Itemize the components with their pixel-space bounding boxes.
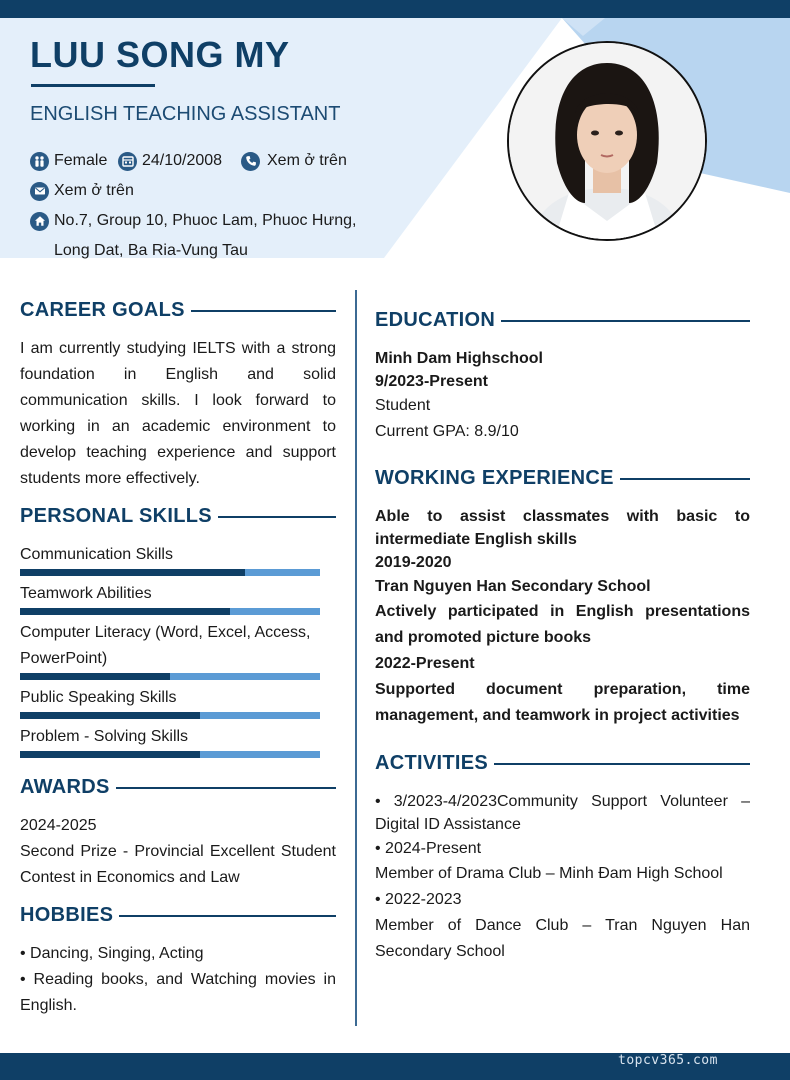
awards-period: 2024-2025	[20, 817, 97, 834]
skill-level-fill	[20, 751, 200, 758]
experience-period-2: 2022-Present	[375, 655, 475, 672]
education-role: Student	[375, 397, 431, 414]
activity-period-3: • 2022-2023	[375, 891, 462, 908]
email-icon	[30, 182, 49, 201]
activity-text-3: Member of Dance Club – Tran Nguyen Han Secondary School	[375, 917, 750, 960]
awards-text: Second Prize - Provincial Excellent Student Contest in Economics and Law	[20, 843, 336, 886]
address-contact	[30, 210, 356, 232]
gender-icon	[30, 152, 49, 171]
skill-level-fill	[20, 569, 245, 576]
birthdate-contact	[118, 150, 222, 172]
awards-heading: AWARDS	[20, 776, 336, 799]
career-goals-heading: CAREER GOALS	[20, 299, 336, 322]
skill-label: Teamwork Abilities	[20, 585, 152, 602]
education-heading: EDUCATION	[375, 309, 750, 332]
experience-place-1: Tran Nguyen Han Secondary School	[375, 578, 651, 595]
personal-skills-heading: PERSONAL SKILLS	[20, 505, 336, 528]
calendar-icon	[118, 152, 137, 171]
skill-level-fill	[20, 712, 200, 719]
skill-level-bar	[20, 608, 320, 615]
experience-item-3: Supported document preparation, time management, and teamwork in project activities	[375, 681, 750, 724]
gender-value: Female	[54, 152, 108, 169]
profile-photo	[507, 41, 707, 241]
skill-level-bar	[20, 569, 320, 576]
experience-period-1: 2019-2020	[375, 554, 452, 571]
top-bar	[0, 0, 790, 18]
address-line2: Long Dat, Ba Ria-Vung Tau	[54, 242, 248, 259]
hobby-item: • Dancing, Singing, Acting	[20, 945, 204, 962]
email-contact	[30, 180, 134, 202]
skill-level-bar	[20, 673, 320, 680]
working-experience-heading: WORKING EXPERIENCE	[375, 467, 750, 490]
phone-value: Xem ở trên	[267, 152, 347, 169]
career-goals-text: I am currently studying IELTS with a strong foundation in English and solid communication skills. I look forward to working in an academic environment to develop teaching experience and support students more effectively.	[20, 340, 336, 487]
column-divider	[355, 290, 357, 1026]
education-period: 9/2023-Present	[375, 373, 488, 390]
skill-level-bar	[20, 751, 320, 758]
skill-level-bar	[20, 712, 320, 719]
experience-item-1: Able to assist classmates with basic to intermediate English skills	[375, 508, 750, 548]
skill-label: Computer Literacy (Word, Excel, Access, PowerPoint)	[20, 624, 311, 667]
experience-item-2: Actively participated in English presentations and promoted picture books	[375, 603, 750, 646]
activity-text-2: Member of Drama Club – Minh Đam High School	[375, 865, 723, 882]
skill-level-fill	[20, 673, 170, 680]
skill-label: Communication Skills	[20, 546, 173, 563]
home-icon	[30, 212, 49, 231]
phone-contact	[241, 150, 347, 172]
activity-period-2: • 2024-Present	[375, 840, 482, 857]
activities-heading: ACTIVITIES	[375, 752, 750, 775]
hobbies-heading: HOBBIES	[20, 904, 336, 927]
candidate-name: LUU SONG MY	[30, 34, 290, 75]
gender-contact	[30, 150, 107, 172]
watermark: topcv365.com	[618, 1053, 718, 1068]
name-underline	[31, 84, 155, 87]
job-title: ENGLISH TEACHING ASSISTANT	[30, 103, 341, 125]
birthdate-value: 24/10/2008	[142, 152, 223, 169]
education-gpa: Current GPA: 8.9/10	[375, 423, 519, 440]
address-line1: No.7, Group 10, Phuoc Lam, Phuoc Hưng,	[54, 212, 357, 229]
phone-icon	[241, 152, 260, 171]
education-school: Minh Dam Highschool	[375, 350, 543, 367]
skill-level-fill	[20, 608, 230, 615]
skill-label: Public Speaking Skills	[20, 689, 177, 706]
activity-item-1: • 3/2023-4/2023Community Support Volunteer – Digital ID Assistance	[375, 793, 750, 833]
hobby-item: • Reading books, and Watching movies in English.	[20, 971, 336, 1014]
email-value: Xem ở trên	[54, 182, 134, 199]
skill-label: Problem - Solving Skills	[20, 728, 189, 745]
